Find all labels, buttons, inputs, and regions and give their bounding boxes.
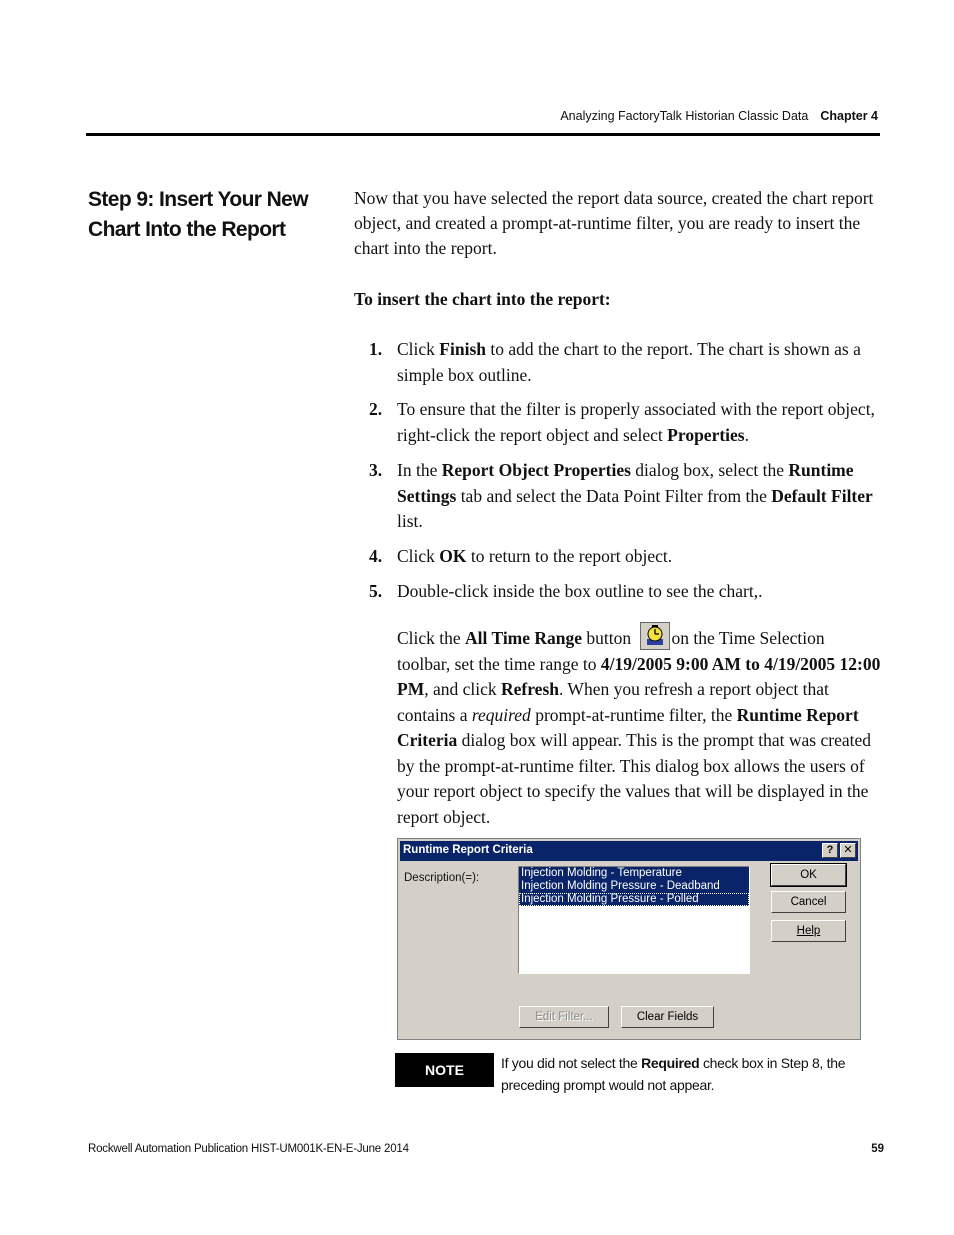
description-listbox[interactable] [518,866,750,974]
step-number: 1. [369,339,383,359]
description-label: Description(=): [404,872,480,884]
step-1 [369,337,881,388]
list-item[interactable]: Injection Molding Pressure - Polled [519,893,749,906]
list-item[interactable]: Injection Molding Pressure - Deadband [519,880,749,893]
header-rule [86,133,880,136]
step-5 [369,579,881,605]
step-3 [369,458,881,535]
step-text: Double-click inside the box outline to see the chart,. [397,581,763,601]
step-2 [369,397,881,448]
step-4 [369,544,881,570]
step-number: 2. [369,399,383,419]
step-5-continuation: Click the All Time Range button on the Time Selection toolbar, set the time range to 4/19/2005 9:00 AM to 4/19/2005 12:00 PM, and click Refresh. When you refresh a report object that contains a required prompt-at-runtime filter, the Runtime Report Criteria dialog box will appear. This is the prompt that was created by the prompt-at-runtime filter. This dialog box allows the users of your report object to specify the values that will be displayed in the report object. [397,622,881,830]
section-title: Step 9: Insert Your New Chart Into the Report [88,188,308,241]
close-icon[interactable]: ✕ [840,843,856,858]
footer-publication: Rockwell Automation Publication HIST-UM001K-EN-E-June 2014 [88,1143,409,1155]
edit-filter-button[interactable]: Edit Filter... [519,1006,609,1028]
all-time-range-icon [640,622,670,650]
step-text: Click OK to return to the report object. [397,546,673,566]
runtime-report-criteria-dialog [397,838,861,1040]
ok-button[interactable]: OK [771,864,846,886]
procedure-heading: To insert the chart into the report: [354,289,611,309]
header-title: Analyzing FactoryTalk Historian Classic Data [560,109,809,123]
help-question-icon[interactable]: ? [822,843,838,858]
dialog-title: Runtime Report Criteria [403,844,533,856]
dialog-titlebar [400,841,858,861]
header-chapter: Chapter 4 [820,109,878,123]
running-header [560,109,878,123]
note-label: NOTE [395,1053,494,1087]
page-number: 59 [871,1143,884,1155]
list-item[interactable]: Injection Molding - Temperature [519,867,749,880]
step-text: Click Finish to add the chart to the report. The chart is shown as a simple box outline. [397,339,861,385]
step-number: 5. [369,581,383,601]
intro-paragraph: Now that you have selected the report data source, created the chart report object, and created a prompt-at-runtime filter, you are ready to insert the chart into the report. [354,188,874,258]
step-text: To ensure that the filter is properly associated with the report object, right-click the report object and select Properties. [397,399,875,445]
step-number: 4. [369,546,383,566]
step-number: 3. [369,460,383,480]
clear-fields-button[interactable]: Clear Fields [621,1006,714,1028]
cancel-button[interactable]: Cancel [771,891,846,913]
help-button[interactable]: Help [771,920,846,942]
note-text: If you did not select the Required check box in Step 8, the preceding prompt would not appear. [501,1055,846,1093]
step-text: In the Report Object Properties dialog box, select the Runtime Settings tab and select the Data Point Filter from the Default Filter list. [397,460,873,531]
